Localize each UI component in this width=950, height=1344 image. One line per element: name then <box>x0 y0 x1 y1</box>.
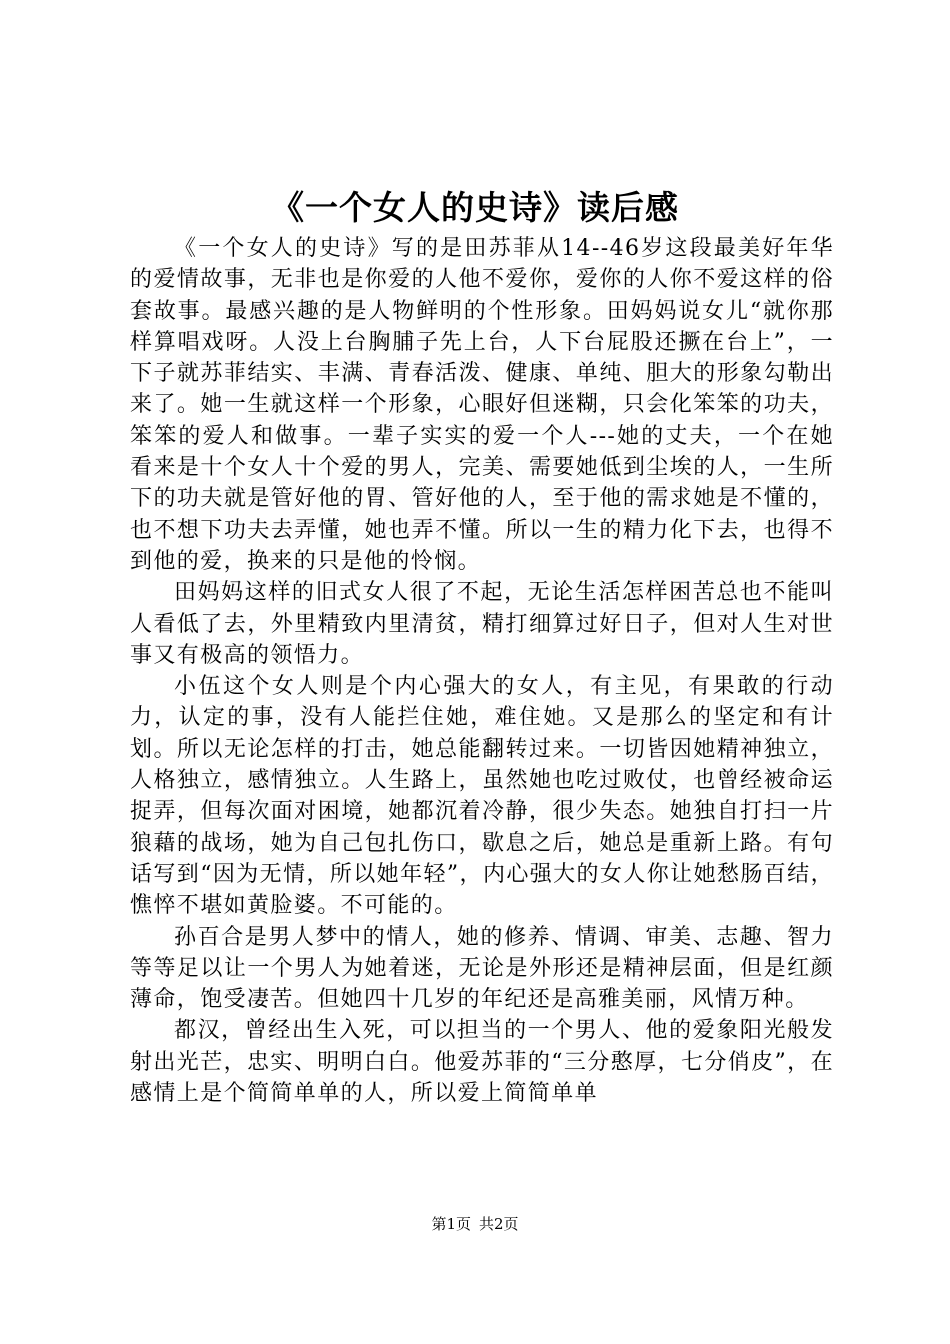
document-title: 《一个女人的史诗》读后感 <box>271 188 679 227</box>
paragraph: 《一个女人的史诗》写的是田苏菲从14--46岁这段最美好年华的爱情故事，无非也是你爱的人他不爱你，爱你的人你不爱这样的俗套故事。最感兴趣的是人物鲜明的个性形象。田妈妈说女儿“就你那样算唱戏呀。人没上台胸脯子先上台，人下台屁股还撅在台上”，一下子就苏菲结实、丰满、青春活泼、健康、单纯、胆大的形象勾勒出来了。她一生就这样一个形象，心眼好但迷糊，只会化笨笨的功夫，笨笨的爱人和做事。一辈子实实的爱一个人---她的丈夫，一个在她看来是十个女人十个爱的男人，完美、需要她低到尘埃的人，一生所下的功夫就是管好他的胃、管好他的人，至于他的需求她是不懂的，也不想下功夫去弄懂，她也弄不懂。所以一生的精力化下去，也得不到他的爱，换来的只是他的怜悯。 <box>130 236 834 574</box>
paragraph: 田妈妈这样的旧式女人很了不起，无论生活怎样困苦总也不能叫人看低了去，外里精致内里清贫，精打细算过好日子，但对人生对世事又有极高的领悟力。 <box>130 580 834 668</box>
document-body <box>130 233 834 1109</box>
paragraph: 都汉，曾经出生入死，可以担当的一个男人、他的爱象阳光般发射出光芒，忠实、明明白白。他爱苏菲的“三分憨厚，七分俏皮”，在感情上是个简简单单的人，所以爱上简简单单 <box>130 1018 834 1107</box>
page-number: 第1页 <box>431 1215 471 1233</box>
page-footer <box>0 1214 950 1234</box>
paragraph: 孙百合是男人梦中的情人，她的修养、情调、审美、志趣、智力等等足以让一个男人为她着迷，无论是外形还是精神层面，但是红颜薄命，饱受凄苦。但她四十几岁的年纪还是高雅美丽，风情万种。 <box>130 924 834 1013</box>
paragraph: 小伍这个女人则是个内心强大的女人，有主见，有果敢的行动力，认定的事，没有人能拦住她，难住她。又是那么的坚定和有计划。所以无论怎样的打击，她总能翻转过来。一切皆因她精神独立，人格独立，感情独立。人生路上，虽然她也吃过败仗，也曾经被命运捉弄，但每次面对困境，她都沉着冷静，很少失态。她独自打扫一片狼藉的战场，她为自己包扎伤口，歇息之后，她总是重新上路。有句话写到“因为无情，所以她年轻”，内心强大的女人你让她愁肠百结，憔悴不堪如黄脸婆。不可能的。 <box>130 674 834 919</box>
page-total: 共2页 <box>479 1215 519 1233</box>
